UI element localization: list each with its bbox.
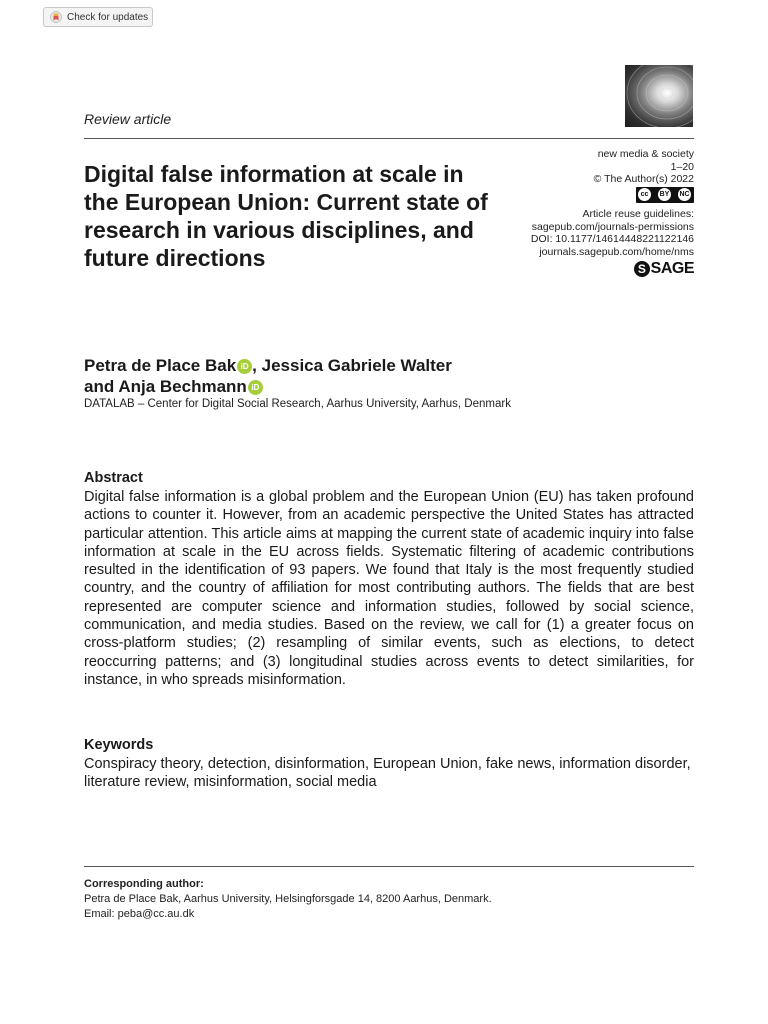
cc-icon: cc — [638, 188, 651, 201]
corresponding-address: Petra de Place Bak, Aarhus University, Helsingforsgade 14, 8200 Aarhus, Denmark. — [84, 893, 492, 905]
page-range: 1–20 — [670, 160, 694, 173]
check-for-updates-button[interactable] — [43, 7, 153, 27]
footer-divider — [84, 866, 694, 867]
corresponding-label: Corresponding author: — [84, 878, 204, 890]
sage-wordmark: SAGE — [650, 259, 694, 277]
author-list — [84, 355, 604, 397]
doi[interactable]: DOI: 10.1177/14614448221122146 — [530, 233, 694, 245]
copyright: © The Author(s) 2022 — [593, 173, 694, 185]
author-name[interactable]: Anja Bechmann — [118, 377, 247, 396]
cover-art-icon — [625, 65, 693, 127]
crossmark-icon — [50, 11, 62, 23]
corresponding-author — [84, 877, 694, 922]
keywords-text: Conspiracy theory, detection, disinformation, European Union, fake news, information disorder, literature review, misinformation, social media — [84, 756, 691, 791]
author-separator: , — [252, 356, 257, 375]
abstract-heading: Abstract — [84, 470, 143, 486]
corresponding-email[interactable]: Email: peba@cc.au.dk — [84, 908, 195, 920]
cc-by-icon: BY — [658, 188, 671, 201]
article-title: Digital false information at scale in the European Union: Current state of research in various disciplines, and future directions — [84, 161, 488, 271]
journal-cover-image — [625, 65, 693, 127]
check-for-updates-label: Check for updates — [67, 11, 149, 23]
orcid-icon[interactable]: iD — [248, 380, 263, 395]
author-name[interactable]: Jessica Gabriele Walter — [261, 356, 452, 375]
author-name[interactable]: Petra de Place Bak — [84, 356, 237, 375]
reuse-label: Article reuse guidelines: — [582, 208, 694, 220]
abstract-text: Digital false information is a global problem and the European Union (EU) has taken profound actions to counter it. However, from an academic perspective the United States has attracted particular attention. This article aims at mapping the current state of academic inquiry into false information at scale in the EU across fields. Systematic filtering of academic contributions resulted in the identification of 93 papers. We found that Italy is the most frequently studied country, and the country of affiliation for most contributing authors. The fields that are best represented are computer science and information studies, followed by social science, communication, and media studies. Based on the review, we call for (1) a greater focus on cross-platform studies; (2) resampling of similar events, such as elections, to detect reoccurring patterns; and (3) longitudinal studies across events to detect similarities, for instance, in who spreads misinformation. — [84, 489, 694, 688]
journal-link[interactable]: journals.sagepub.com/home/nms — [539, 245, 694, 258]
header-divider — [84, 138, 694, 139]
cc-nc-icon: NC — [678, 188, 691, 201]
cc-license-badge[interactable] — [636, 187, 694, 203]
sage-logo — [634, 261, 694, 277]
journal-meta — [470, 148, 694, 277]
keywords-heading: Keywords — [84, 737, 154, 753]
reuse-link[interactable]: sagepub.com/journals-permissions — [531, 220, 694, 233]
journal-name: new media & society — [597, 148, 694, 160]
article-type: Review article — [84, 111, 172, 127]
sage-mark-icon: S — [634, 261, 650, 277]
affiliation: DATALAB – Center for Digital Social Research, Aarhus University, Aarhus, Denmark — [84, 398, 511, 410]
author-conjunction: and — [84, 377, 115, 396]
orcid-icon[interactable]: iD — [237, 359, 252, 374]
